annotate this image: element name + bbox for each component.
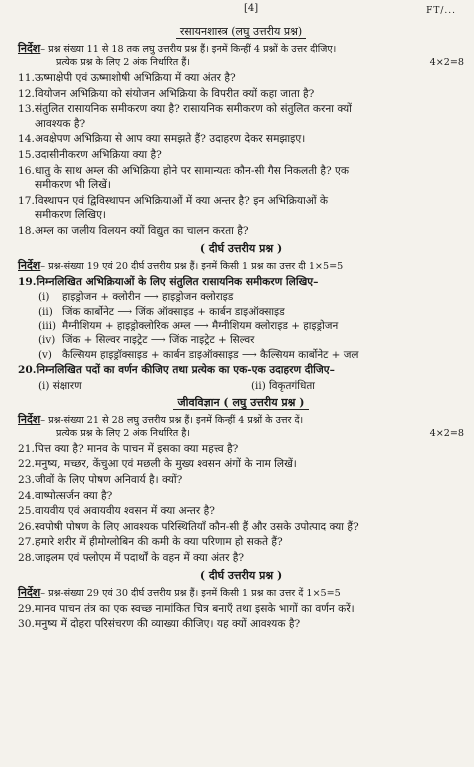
question-text: संतुलित रासायनिक समीकरण क्या है? रासायनिक समीकरण को संतुलित करना क्यों आवश्यक है? [35, 103, 352, 130]
question-number: 11. [18, 72, 35, 84]
question-number: 18. [18, 224, 35, 237]
word-equation: कैल्सियम हाइड्रॉक्साइड + कार्बन डाइऑक्साइड ⟶ कैल्सियम कार्बोनेट + जल [62, 348, 359, 361]
question-19-part [18, 290, 464, 304]
question-text: जाइलम एवं फ्लोएम में पदार्थों के वहन में क्या अंतर है? [35, 551, 245, 564]
question-text: मनुष्य, मच्छर, केंचुआ एवं मछली के मुख्य श्वसन अंगों के नाम लिखें। [35, 458, 297, 471]
question-21 [18, 442, 464, 457]
page-header [18, 0, 464, 22]
part-label: (v) [38, 348, 52, 361]
question-17 [18, 194, 464, 223]
question-number: 25. [18, 505, 35, 518]
biology-short-title: जीवविज्ञान ( लघु उत्तरीय प्रश्न ) [18, 395, 464, 410]
question-22 [18, 457, 464, 472]
question-28 [18, 551, 464, 566]
question-11 [18, 71, 464, 86]
word-equation: हाइड्रोजन + क्लोरीन ⟶ हाइड्रोजन क्लोराइड [62, 291, 234, 304]
question-23 [18, 473, 464, 488]
question-text: विस्थापन एवं द्विविस्थापन अभिक्रियाओं में क्या अन्तर है? इन अभिक्रियाओं के समीकरण लिखिए। [35, 194, 329, 222]
question-25 [18, 504, 464, 519]
question-text: मनुष्य में दोहरा परिसंचरण की व्याख्या कीजिए। यह क्यों आवश्यक है? [35, 618, 301, 631]
biology-short-instructions: निर्देश– प्रश्न-संख्या 21 से 28 लघु उत्तरीय प्रश्न हैं। इनमें किन्हीं 4 प्रश्नों के उत्तर दें। प्रत्येक प्रश्न के लिए 2 अंक निर्धारित है। 4×2=8 [18, 412, 464, 439]
question-text: जीवों के लिए पोषण अनिवार्य है। क्यों? [35, 473, 183, 486]
word-equation: जिंक कार्बोनेट ⟶ जिंक ऑक्साइड + कार्बन डाइऑक्साइड [62, 305, 285, 318]
question-number: 17. [18, 194, 35, 207]
biology-long-questions [18, 602, 464, 632]
question-12 [18, 87, 464, 102]
biology-short-questions [18, 442, 464, 566]
question-13 [18, 102, 464, 131]
question-number: 15. [18, 148, 35, 161]
part-label: (iv) [38, 334, 56, 347]
question-18 [18, 224, 464, 239]
biology-long-instructions: निर्देश– प्रश्न-संख्या 29 एवं 30 दीर्घ उत्तरीय प्रश्न हैं। इनमें किसी 1 प्रश्न का उत्तर दें 1×5=5 [18, 585, 341, 599]
part-label: (i) [38, 291, 50, 304]
question-text: मानव पाचन तंत्र का एक स्वच्छ नामांकित चित्र बनाएँ तथा इसके भागों का वर्णन करें। [35, 602, 355, 615]
question-number: 29. [18, 602, 35, 615]
question-19-parts [18, 290, 464, 362]
question-text: पित्त क्या है? मानव के पाचन में इसका क्या महत्त्व है? [35, 442, 239, 455]
question-14 [18, 132, 464, 147]
chemistry-short-instructions: निर्देश– प्रश्न संख्या 11 से 18 तक लघु उत्तरीय प्रश्न हैं। इनमें किन्हीं 4 प्रश्नों के उत्तर दीजिए। प्रत्येक प्रश्न के लिए 2 अंक निर्धारित हैं। 4×2=8 [18, 42, 464, 68]
question-number: 27. [18, 536, 35, 549]
question-19-part [18, 305, 464, 319]
question-20-parts [18, 379, 464, 393]
question-text: वाष्पोत्सर्जन क्या है? [35, 489, 113, 502]
question-number: 12. [18, 87, 35, 100]
chemistry-long-title: ( दीर्घ उत्तरीय प्रश्न ) [199, 241, 283, 255]
question-16 [18, 164, 464, 193]
question-text: हमारे शरीर में हीमोग्लोबिन की कमी के क्या परिणाम हो सकते हैं? [35, 536, 283, 549]
question-text: अवक्षेपण अभिक्रिया से आप क्या समझते हैं? उदाहरण देकर समझाइए। [35, 133, 306, 146]
question-number: 30. [18, 618, 35, 631]
chemistry-long-instructions: निर्देश– प्रश्न-संख्या 19 एवं 20 दीर्घ उत्तरीय प्रश्न हैं। इनमें किसी 1 प्रश्न का उत्तर दी 1×5=5 [18, 258, 344, 272]
question-text: वियोजन अभिक्रिया को संयोजन अभिक्रिया के विपरीत क्यों कहा जाता है? [35, 87, 315, 100]
question-26 [18, 520, 464, 535]
question-number: 26. [18, 520, 35, 533]
part-label: (ii) [38, 305, 53, 318]
question-number: 23. [18, 473, 35, 486]
question-19-part [18, 348, 464, 362]
word-equation: मैग्नीशियम + हाइड्रोक्लोरिक अम्ल ⟶ मैग्नीशियम क्लोराइड + हाइड्रोजन [62, 319, 339, 332]
question-number: 13. [18, 103, 35, 116]
question-29 [18, 602, 464, 617]
question-19-part [18, 319, 464, 333]
question-24 [18, 489, 464, 504]
question-text: ऊष्माक्षेपी एवं ऊष्माशोषी अभिक्रिया में क्या अंतर है? [35, 72, 236, 84]
question-number: 28. [18, 551, 35, 564]
question-20: 20. निम्नलिखित पदों का वर्णन कीजिए तथा प्रत्येक का एक-एक उदाहरण दीजिए– [18, 364, 335, 377]
question-text: धातु के साथ अम्ल की अभिक्रिया होने पर सामान्यतः कौन-सी गैस निकलती है? एक समीकरण भी लिखें। [35, 164, 350, 192]
biology-long-title: ( दीर्घ उत्तरीय प्रश्न ) [199, 568, 283, 582]
part-label: (iii) [38, 319, 57, 332]
question-text: वायवीय एवं अवायवीय श्वसन में क्या अन्तर है? [35, 505, 215, 518]
word-equation: जिंक + सिल्वर नाइट्रेट ⟶ जिंक नाइट्रेट + सिल्वर [62, 334, 255, 347]
question-text: स्वपोषी पोषण के लिए आवश्यक परिस्थितियाँ कौन-सी हैं और उसके उपोत्पाद क्या हैं? [35, 520, 359, 533]
question-30 [18, 617, 464, 632]
question-number: 24. [18, 489, 35, 502]
question-27 [18, 535, 464, 550]
question-number: 22. [18, 458, 35, 471]
question-19-part [18, 333, 464, 347]
chemistry-short-questions [18, 71, 464, 239]
paper-code: FT/... [426, 6, 456, 16]
question-20-part-i: (i) संक्षारण [38, 379, 82, 392]
chemistry-short-title: रसायनशास्त्र (लघु उत्तरीय प्रश्न) [18, 24, 464, 39]
question-text: उदासीनीकरण अभिक्रिया क्या है? [35, 148, 162, 161]
page-number: [4] [244, 3, 259, 14]
question-15 [18, 148, 464, 163]
question-text: अम्ल का जलीय विलयन क्यों विद्युत का चालन करता है? [35, 224, 249, 237]
question-number: 21. [18, 442, 35, 455]
question-19: 19. निम्नलिखित अभिक्रियाओं के लिए संतुलित रासायनिक समीकरण लिखिए– [18, 275, 319, 288]
question-20-part-ii: (ii) विकृतगंधिता [251, 379, 315, 392]
question-number: 14. [18, 133, 35, 146]
question-number: 16. [18, 164, 35, 177]
